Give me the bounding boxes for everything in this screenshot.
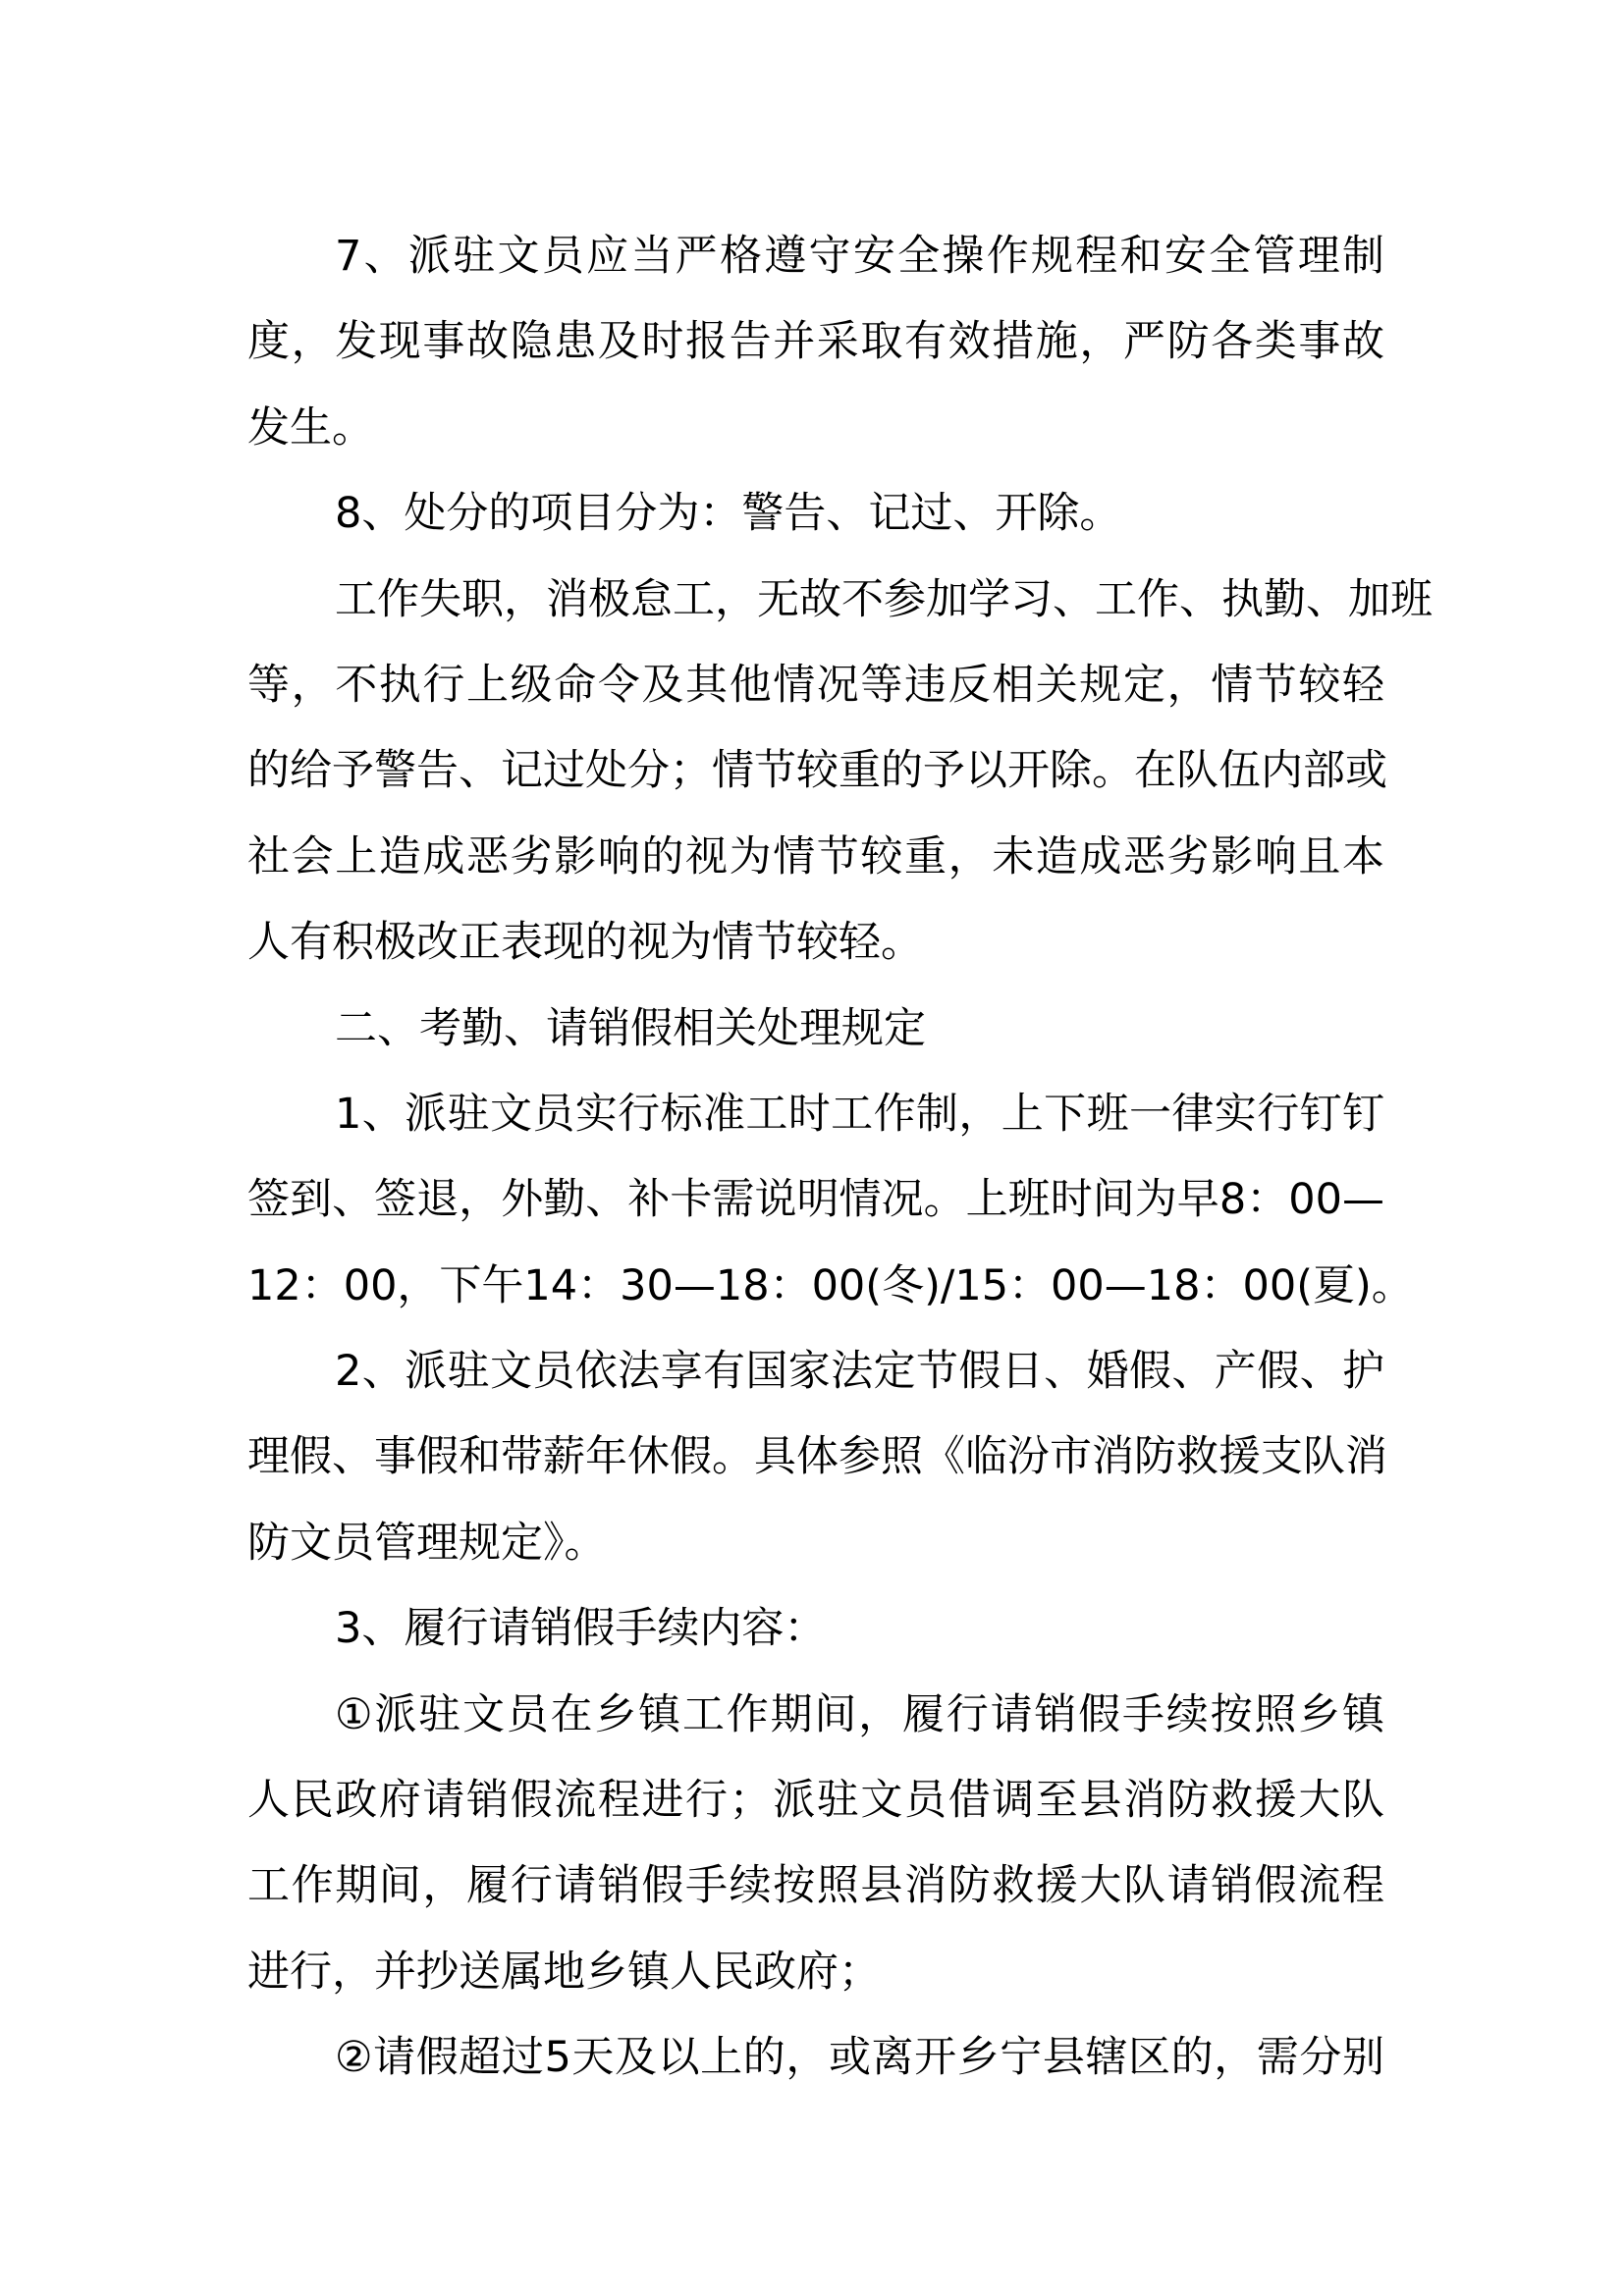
paragraph [247,987,1384,1072]
text-line: 工作失职，消极怠工，无故不参加学习、工作、执勤、加班 [335,574,1433,624]
text-line: 理假、事假和带薪年休假。具体参照《临汾市消防救援支队消 [247,1432,1387,1482]
text-line: 发生。 [247,402,374,453]
paragraph [247,1586,1384,1672]
text-line: 人民政府请销假流程进行；派驻文员借调至县消防救援大队 [247,1776,1384,1826]
text-line: 签到、签退，外勤、补卡需说明情况。上班时间为早8：00— [247,1175,1384,1225]
text-line: 2、派驻文员依法享有国家法定节假日、婚假、产假、护 [335,1347,1384,1397]
paragraph [247,471,1384,557]
text-line: ②请假超过5天及以上的，或离开乡宁县辖区的，需分别 [335,2033,1384,2083]
text-line: 7、派驻文员应当严格遵守安全操作规程和安全管理制 [335,232,1384,281]
text-line: 12：00，下午14：30—18：00(冬)/15：00—18：00(夏)。 [247,1260,1414,1310]
paragraph [247,1072,1414,1329]
paragraph [247,214,1384,471]
text-line: 人有积极改正表现的视为情节较轻。 [247,918,923,968]
text-line: 等，不执行上级命令及其他情况等违反相关规定，情节较轻 [247,660,1384,710]
text-line: 3、履行请销假手续内容： [335,1604,827,1654]
text-line: 进行，并抄送属地乡镇人民政府； [247,1947,881,1997]
document-body [247,214,1433,2102]
text-line: 防文员管理规定》。 [247,1518,607,1568]
text-line: 的给予警告、记过处分；情节较重的予以开除。在队伍内部或 [247,746,1387,796]
text-line: 工作期间，履行请销假手续按照县消防救援大队请销假流程 [247,1861,1384,1911]
paragraph [247,2015,1384,2101]
text-line: 二、考勤、请销假相关处理规定 [335,1003,926,1053]
text-line: ①派驻文员在乡镇工作期间，履行请销假手续按照乡镇 [335,1689,1384,1739]
paragraph [247,1329,1387,1586]
text-line: 8、处分的项目分为：警告、记过、开除。 [335,489,1122,539]
text-line: 1、派驻文员实行标准工时工作制，上下班一律实行钉钉 [335,1089,1384,1139]
text-line: 度，发现事故隐患及时报告并采取有效措施，严防各类事故 [247,317,1384,367]
text-line: 社会上造成恶劣影响的视为情节较重，未造成恶劣影响且本 [247,831,1384,881]
paragraph [247,558,1433,987]
paragraph [247,1673,1384,2016]
